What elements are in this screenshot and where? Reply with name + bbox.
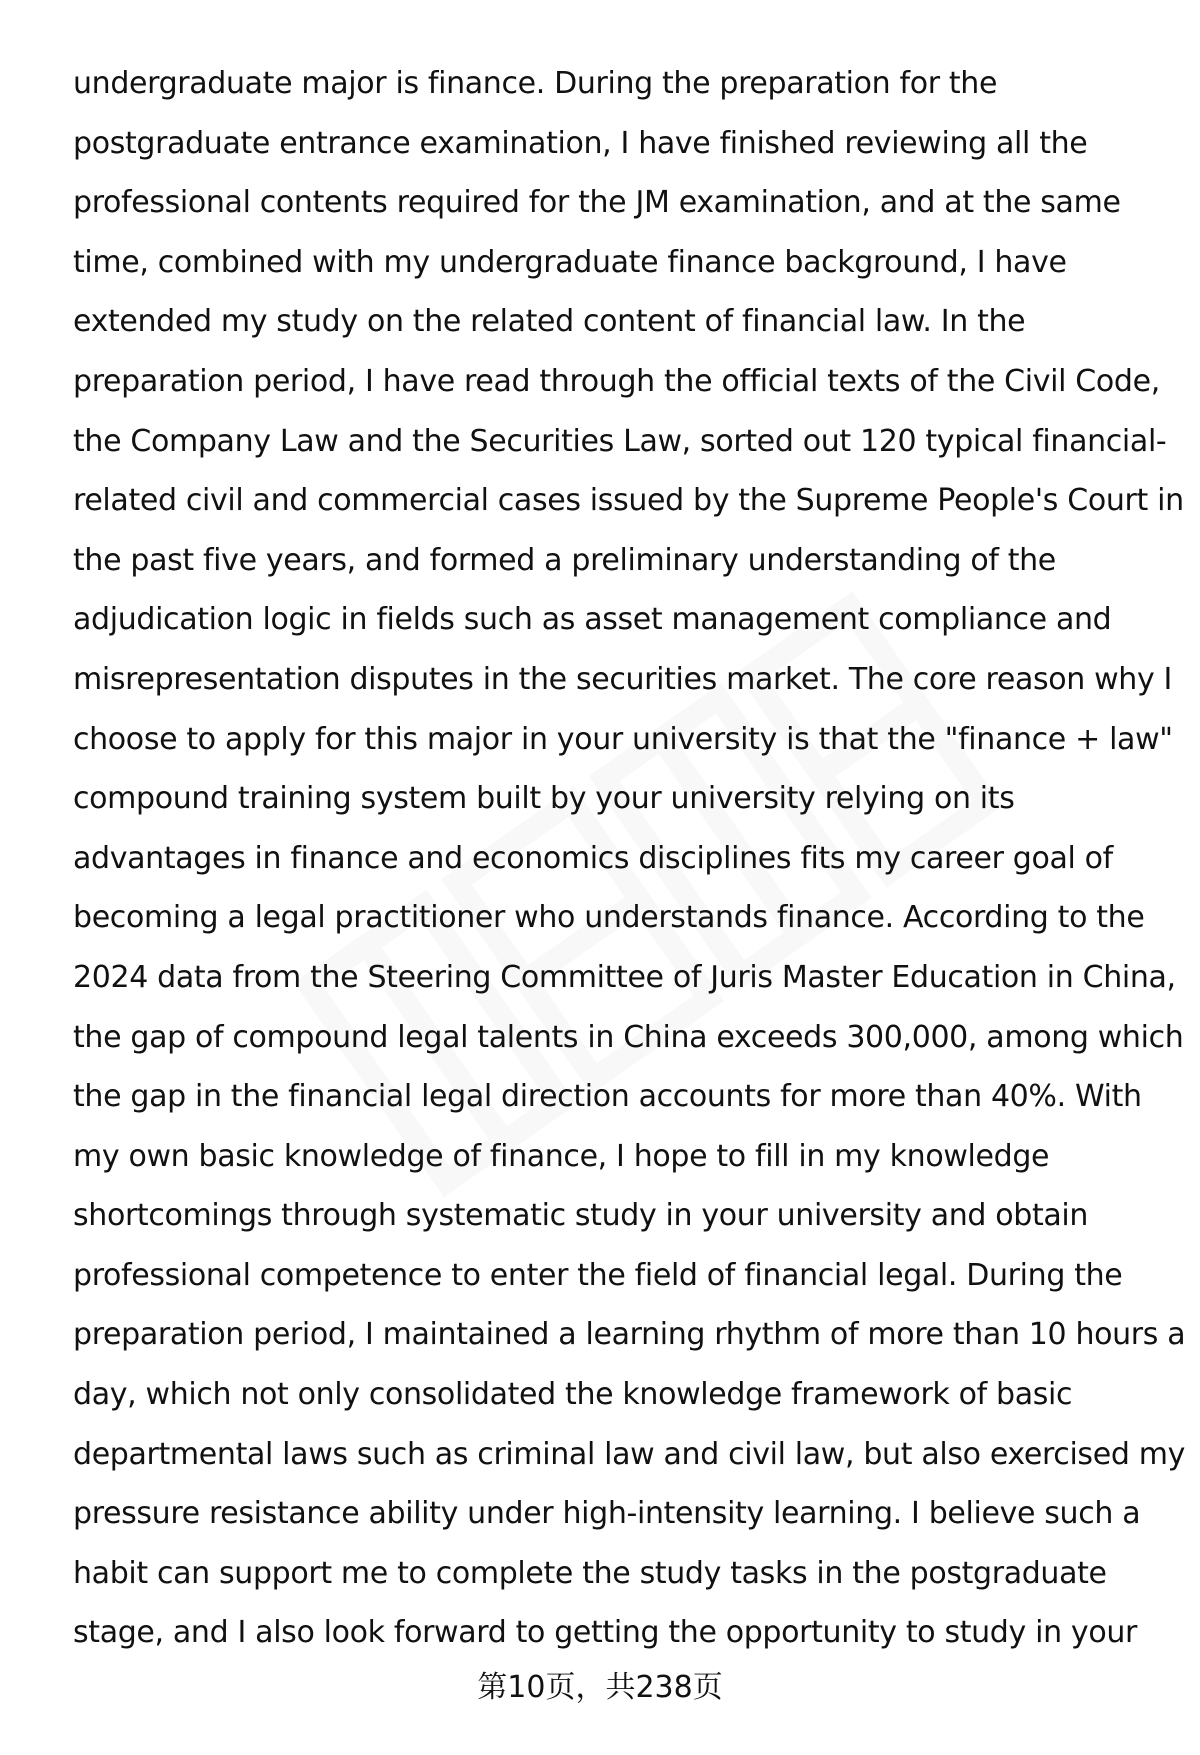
text-line: departmental laws such as criminal law and civil law, but also exercised my xyxy=(73,1436,1185,1472)
text-line: preparation period, I maintained a learning rhythm of more than 10 hours a xyxy=(73,1317,1186,1353)
text-line: professional competence to enter the field of financial legal. During the xyxy=(73,1257,1123,1293)
text-line: shortcomings through systematic study in your university and obtain xyxy=(73,1198,1089,1234)
text-line: related civil and commercial cases issued by the Supreme People's Court in xyxy=(73,483,1184,519)
text-line: undergraduate major is finance. During the preparation for the xyxy=(73,66,998,101)
text-line: the past five years, and formed a preliminary understanding of the xyxy=(73,542,1056,578)
page-number-footer: 第10页，共238页 xyxy=(477,1670,723,1705)
text-line: postgraduate entrance examination, I have finished reviewing all the xyxy=(73,125,1088,161)
text-line: adjudication logic in fields such as asset management compliance and xyxy=(73,602,1112,638)
text-line: advantages in finance and economics disciplines fits my career goal of xyxy=(73,840,1113,876)
text-line: extended my study on the related content of financial law. In the xyxy=(73,304,1026,340)
text-line: choose to apply for this major in your university is that the "finance + law" xyxy=(73,721,1173,757)
text-line: preparation period, I have read through the official texts of the Civil Code, xyxy=(73,363,1160,399)
text-line: the gap in the financial legal direction accounts for more than 40%. With xyxy=(73,1079,1142,1115)
text-line: becoming a legal practitioner who understands finance. According to the xyxy=(73,900,1145,936)
text-line: my own basic knowledge of finance, I hope to fill in my knowledge xyxy=(73,1138,1050,1174)
document-body xyxy=(73,54,1186,1663)
text-line: day, which not only consolidated the knowledge framework of basic xyxy=(73,1377,1073,1413)
text-line: stage, and I also look forward to getting the opportunity to study in your xyxy=(73,1615,1137,1651)
text-line: 2024 data from the Steering Committee of Juris Master Education in China, xyxy=(73,959,1176,995)
text-line: compound training system built by your university relying on its xyxy=(73,781,1015,817)
text-line: time, combined with my undergraduate finance background, I have xyxy=(73,244,1067,280)
text-line: the Company Law and the Securities Law, sorted out 120 typical financial- xyxy=(73,423,1167,459)
text-line: professional contents required for the JM examination, and at the same xyxy=(73,185,1121,221)
text-line: the gap of compound legal talents in China exceeds 300,000, among which xyxy=(73,1019,1184,1055)
text-line: habit can support me to complete the study tasks in the postgraduate xyxy=(73,1555,1107,1591)
text-line: pressure resistance ability under high-intensity learning. I believe such a xyxy=(73,1496,1141,1532)
text-line: misrepresentation disputes in the securities market. The core reason why I xyxy=(73,661,1173,697)
